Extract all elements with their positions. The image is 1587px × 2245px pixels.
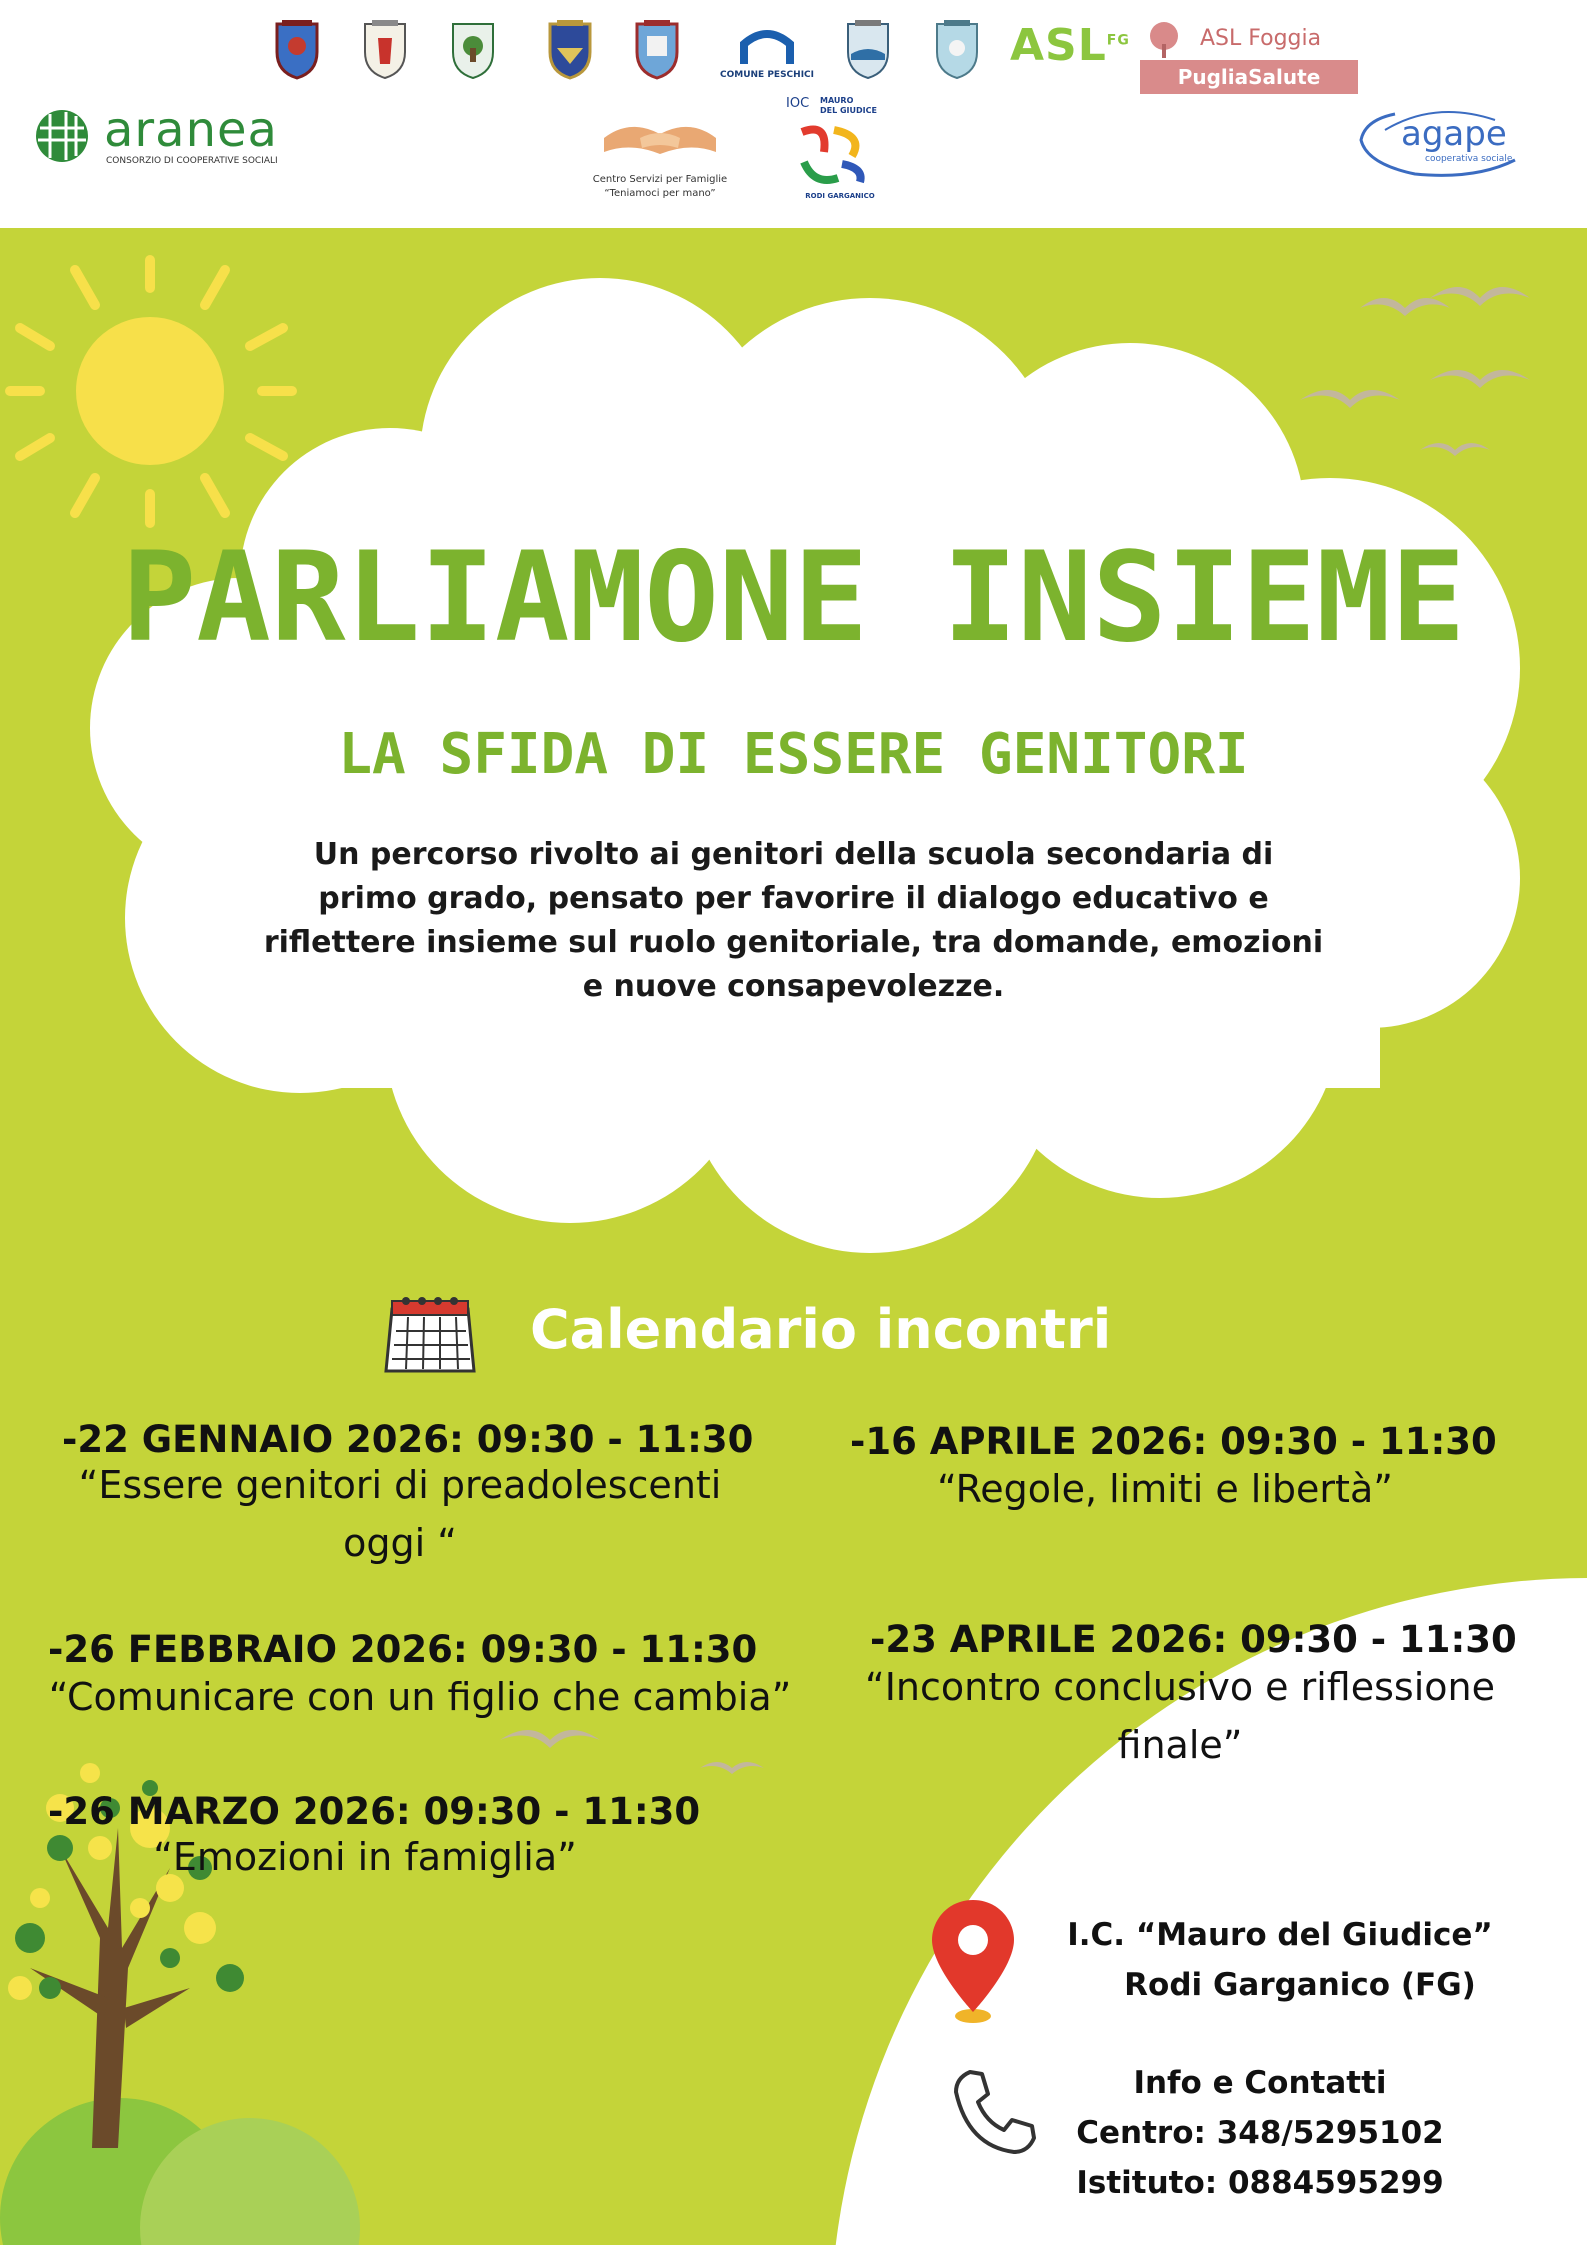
poster-subtitle: LA SFIDA DI ESSERE GENITORI [338, 722, 1249, 787]
aranea-sub: CONSORZIO DI COOPERATIVE SOCIALI [106, 156, 278, 166]
event-1-title [40, 1456, 760, 1572]
poster-title: PARLIAMONE INSIEME [121, 526, 1466, 670]
asl-foggia-label: ASL Foggia [1200, 26, 1322, 51]
agape-logo [1355, 100, 1530, 180]
centro-line1: Centro Servizi per Famiglie [592, 174, 728, 185]
tree-logo-icon [1144, 20, 1184, 60]
poster-body [0, 228, 1587, 2245]
sun-icon [10, 260, 292, 523]
calendar-heading: Calendario incontri [530, 1298, 1112, 1361]
school-name: I.C. “Mauro del Giudice” [1067, 1917, 1493, 1953]
event-1-title-line-1: “Essere genitori di preadolescenti [78, 1463, 722, 1507]
crest-5-icon [632, 18, 682, 80]
centro-servizi-logo [580, 108, 740, 208]
ioc-swirl-icon [794, 122, 870, 188]
intro-paragraph [100, 833, 1487, 1009]
event-2-date: -26 FEBBRAIO 2026: 09:30 - 11:30 [48, 1628, 758, 1671]
event-1-title-line-2: oggi “ [343, 1521, 457, 1565]
centro-line2: “Teniamoci per mano” [604, 188, 716, 199]
crest-2-icon [360, 18, 410, 80]
ioc-footer: RODI GARGANICO [805, 192, 875, 200]
crest-8-icon [932, 18, 982, 80]
ioc-logo [780, 96, 900, 210]
agape-name: agape [1401, 114, 1507, 154]
crest-4-icon [545, 18, 595, 80]
arch-icon [718, 26, 816, 66]
event-5-title [840, 1658, 1520, 1774]
asl-logo-sup: FG [1106, 32, 1130, 49]
event-5-title-line-2: finale” [1117, 1723, 1243, 1767]
event-3-title-line-1: “Emozioni in famiglia” [153, 1835, 577, 1879]
location-pin-icon [928, 1898, 1018, 2028]
ioc-mauro: MAURO [820, 96, 854, 105]
event-3-date: -26 MARZO 2026: 09:30 - 11:30 [48, 1790, 701, 1833]
event-1-date: -22 GENNAIO 2026: 09:30 - 11:30 [62, 1418, 754, 1461]
crest-3-icon [448, 18, 498, 80]
hands-icon [600, 108, 720, 164]
calendar-icon [378, 1293, 482, 1379]
ioc-giudice: DEL GIUDICE [820, 106, 877, 115]
intro-line-1: Un percorso rivolto ai genitori della scuola secondaria di [313, 837, 1274, 872]
ioc-label: IOC [786, 96, 810, 111]
puglia-salute-label: PugliaSalute [1140, 60, 1358, 94]
istituto-phone[interactable]: Istituto: 0884595299 [1076, 2165, 1444, 2201]
asl-logo [1010, 20, 1130, 71]
event-2-title [20, 1668, 820, 1726]
school-town: Rodi Garganico (FG) [1124, 1967, 1476, 2003]
aranea-name: aranea [104, 102, 278, 158]
asl-foggia-logo [1140, 18, 1358, 96]
event-4-title-line-1: “Regole, limiti e libertà” [937, 1467, 1393, 1511]
event-4-date: -16 APRILE 2026: 09:30 - 11:30 [850, 1420, 1497, 1463]
event-5-title-line-1: “Incontro conclusivo e riflessione [865, 1665, 1495, 1709]
aranea-logo [30, 100, 310, 172]
agape-sub: cooperativa sociale [1425, 154, 1513, 164]
intro-line-3: riflettere insieme sul ruolo genitoriale, tra domande, emozioni [263, 925, 1324, 960]
crest-7-icon [843, 18, 893, 80]
info-heading: Info e Contatti [1133, 2065, 1387, 2101]
centro-phone[interactable]: Centro: 348/5295102 [1076, 2115, 1444, 2151]
crest-1-icon [272, 18, 322, 80]
event-4-title [850, 1460, 1480, 1518]
event-2-title-line-1: “Comunicare con un figlio che cambia” [48, 1675, 792, 1719]
intro-line-4: e nuove consapevolezze. [582, 969, 1005, 1004]
globe-icon [30, 104, 94, 168]
comune-label: COMUNE PESCHICI [720, 70, 814, 80]
intro-line-2: primo grado, pensato per favorire il dialogo educativo e [318, 881, 1269, 916]
logos-header [0, 0, 1587, 228]
comune-peschici-logo [718, 26, 816, 84]
asl-logo-text: ASL [1010, 20, 1107, 71]
event-3-title [20, 1828, 710, 1886]
event-5-date: -23 APRILE 2026: 09:30 - 11:30 [870, 1618, 1517, 1661]
